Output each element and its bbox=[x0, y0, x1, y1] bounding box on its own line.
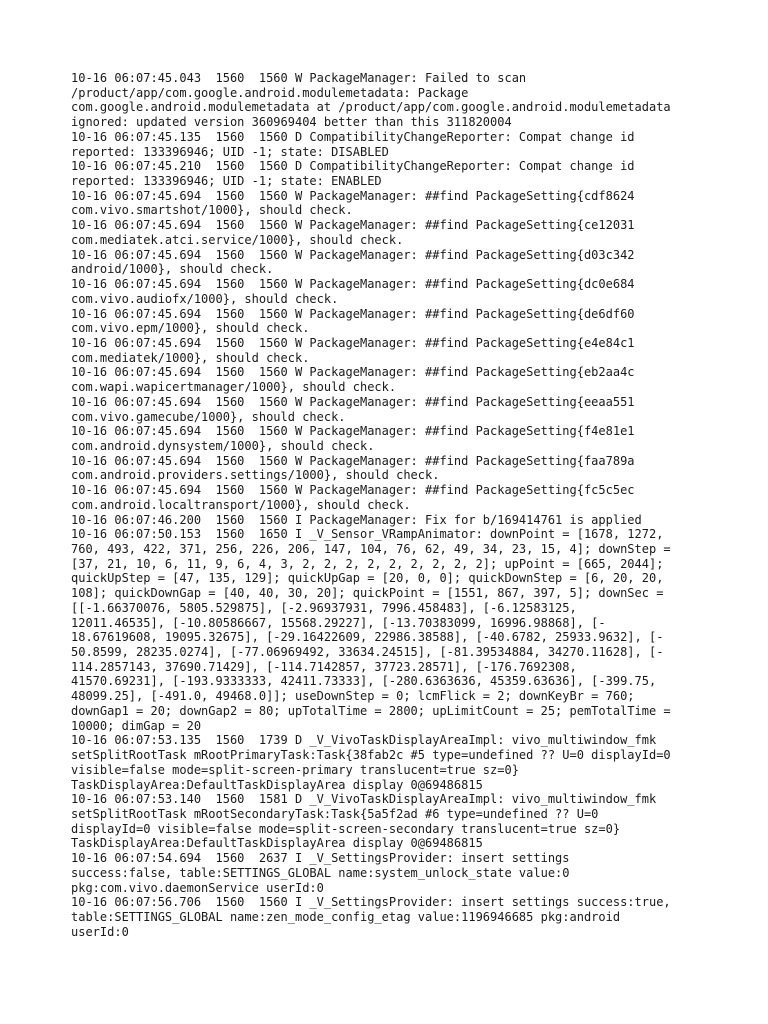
log-line: 12011.46535], [-10.80586667, 15568.29227], [-13.70383099, 16996.98868], [- bbox=[71, 615, 606, 630]
log-line: ignored: updated version 360969404 better than this 311820004 bbox=[71, 115, 512, 130]
log-line: 10-16 06:07:54.694 1560 2637 I _V_SettingsProvider: insert settings bbox=[71, 851, 570, 866]
log-text-block bbox=[71, 71, 711, 939]
log-line: displayId=0 visible=false mode=split-screen-secondary translucent=true sz=0} bbox=[71, 821, 621, 836]
log-line: success:false, table:SETTINGS_GLOBAL name:system_unlock_state value:0 bbox=[71, 865, 570, 880]
log-line: 10000; dimGap = 20 bbox=[71, 718, 202, 733]
log-line: com.android.localtransport/1000}, should check. bbox=[71, 497, 411, 512]
log-line: 10-16 06:07:45.694 1560 1560 W PackageManager: ##find PackageSetting{faa789a bbox=[71, 453, 635, 468]
log-line: 10-16 06:07:50.153 1560 1650 I _V_Sensor_VRampAnimator: downPoint = [1678, 1272, bbox=[71, 527, 664, 542]
log-line: 10-16 06:07:46.200 1560 1560 I PackageManager: Fix for b/169414761 is applied bbox=[71, 512, 642, 527]
log-line: 108]; quickDownGap = [40, 40, 30, 20]; quickPoint = [1551, 867, 397, 5]; downSec = bbox=[71, 586, 664, 601]
log-line: pkg:com.vivo.daemonService userId:0 bbox=[71, 880, 324, 895]
log-line: 10-16 06:07:45.135 1560 1560 D CompatibilityChangeReporter: Compat change id bbox=[71, 129, 635, 144]
log-line: visible=false mode=split-screen-primary translucent=true sz=0} bbox=[71, 762, 519, 777]
log-line: reported: 133396946; UID -1; state: ENABLED bbox=[71, 174, 382, 189]
log-line: com.mediatek/1000}, should check. bbox=[71, 350, 310, 365]
log-line: com.vivo.epm/1000}, should check. bbox=[71, 321, 310, 336]
log-line: com.android.dynsystem/1000}, should check. bbox=[71, 438, 375, 453]
log-line: 10-16 06:07:45.694 1560 1560 W PackageManager: ##find PackageSetting{fc5c5ec bbox=[71, 483, 635, 498]
log-line: com.wapi.wapicertmanager/1000}, should check. bbox=[71, 380, 397, 395]
log-line: TaskDisplayArea:DefaultTaskDisplayArea display 0@69486815 bbox=[71, 777, 483, 792]
log-line: 10-16 06:07:45.694 1560 1560 W PackageManager: ##find PackageSetting{e4e84c1 bbox=[71, 335, 635, 350]
log-line: android/1000}, should check. bbox=[71, 262, 274, 277]
log-line: 10-16 06:07:45.694 1560 1560 W PackageManager: ##find PackageSetting{de6df60 bbox=[71, 306, 635, 321]
log-line: com.mediatek.atci.service/1000}, should check. bbox=[71, 232, 404, 247]
log-line: 10-16 06:07:45.694 1560 1560 W PackageManager: ##find PackageSetting{dc0e684 bbox=[71, 277, 635, 292]
log-line: downGap1 = 20; downGap2 = 80; upTotalTime = 2800; upLimitCount = 25; pemTotalTime = bbox=[71, 703, 671, 718]
log-line: 10-16 06:07:45.694 1560 1560 W PackageManager: ##find PackageSetting{ce12031 bbox=[71, 218, 635, 233]
log-line: [[-1.66370076, 5805.529875], [-2.96937931, 7996.458483], [-6.12583125, bbox=[71, 600, 577, 615]
log-line: 10-16 06:07:45.694 1560 1560 W PackageManager: ##find PackageSetting{d03c342 bbox=[71, 247, 635, 262]
log-line: 10-16 06:07:56.706 1560 1560 I _V_SettingsProvider: insert settings success:true, bbox=[71, 895, 671, 910]
log-line: 10-16 06:07:45.694 1560 1560 W PackageManager: ##find PackageSetting{eeaa551 bbox=[71, 394, 635, 409]
log-line: 114.2857143, 37690.71429], [-114.7142857, 37723.28571], [-176.7692308, bbox=[71, 659, 577, 674]
log-line: table:SETTINGS_GLOBAL name:zen_mode_config_etag value:1196946685 pkg:android bbox=[71, 909, 621, 924]
log-line: com.android.providers.settings/1000}, should check. bbox=[71, 468, 440, 483]
log-line: 10-16 06:07:53.135 1560 1739 D _V_VivoTaskDisplayAreaImpl: vivo_multiwindow_fmk bbox=[71, 733, 657, 748]
log-line: 760, 493, 422, 371, 256, 226, 206, 147, 104, 76, 62, 49, 34, 23, 15, 4]; downStep = bbox=[71, 542, 671, 556]
log-line: [37, 21, 10, 6, 11, 9, 6, 4, 3, 2, 2, 2, 2, 2, 2, 2, 2, 2]; upPoint = [665, 2044]; bbox=[71, 556, 664, 571]
log-line: setSplitRootTask mRootSecondaryTask:Task{5a5f2ad #6 type=undefined ?? U=0 bbox=[71, 806, 599, 821]
log-line: setSplitRootTask mRootPrimaryTask:Task{38fab2c #5 type=undefined ?? U=0 displayId=0 bbox=[71, 748, 671, 763]
log-line: com.vivo.audiofx/1000}, should check. bbox=[71, 291, 339, 306]
log-line: 10-16 06:07:45.210 1560 1560 D CompatibilityChangeReporter: Compat change id bbox=[71, 159, 635, 174]
log-line: 18.67619608, 19095.32675], [-29.16422609, 22986.38588], [-40.6782, 25933.9632], [- bbox=[71, 630, 664, 645]
log-line: reported: 133396946; UID -1; state: DISABLED bbox=[71, 144, 389, 159]
log-line: 10-16 06:07:45.694 1560 1560 W PackageManager: ##find PackageSetting{eb2aa4c bbox=[71, 365, 635, 380]
log-line: 10-16 06:07:45.043 1560 1560 W PackageManager: Failed to scan bbox=[71, 71, 527, 85]
log-line: /product/app/com.google.android.modulemetadata: Package bbox=[71, 85, 469, 100]
log-line: userId:0 bbox=[71, 924, 129, 939]
log-line: 50.8599, 28235.0274], [-77.06969492, 33634.24515], [-81.39534884, 34270.11628], [- bbox=[71, 645, 664, 660]
log-line: 10-16 06:07:53.140 1560 1581 D _V_VivoTaskDisplayAreaImpl: vivo_multiwindow_fmk bbox=[71, 792, 657, 807]
log-line: com.google.android.modulemetadata at /product/app/com.google.android.modulemetadata bbox=[71, 100, 671, 115]
log-line: 10-16 06:07:45.694 1560 1560 W PackageManager: ##find PackageSetting{cdf8624 bbox=[71, 188, 635, 203]
log-line: 10-16 06:07:45.694 1560 1560 W PackageManager: ##find PackageSetting{f4e81e1 bbox=[71, 424, 635, 439]
log-line: com.vivo.smartshot/1000}, should check. bbox=[71, 203, 353, 218]
log-line: 41570.69231], [-193.9333333, 42411.73333], [-280.6363636, 45359.63636], [-399.75, bbox=[71, 674, 657, 689]
log-line: quickUpStep = [47, 135, 129]; quickUpGap = [20, 0, 0]; quickDownStep = [6, 20, 20, bbox=[71, 571, 664, 586]
log-line: com.vivo.gamecube/1000}, should check. bbox=[71, 409, 346, 424]
log-line: TaskDisplayArea:DefaultTaskDisplayArea display 0@69486815 bbox=[71, 836, 483, 851]
log-line: 48099.25], [-491.0, 49468.0]]; useDownStep = 0; lcmFlick = 2; downKeyBr = 760; bbox=[71, 689, 635, 704]
